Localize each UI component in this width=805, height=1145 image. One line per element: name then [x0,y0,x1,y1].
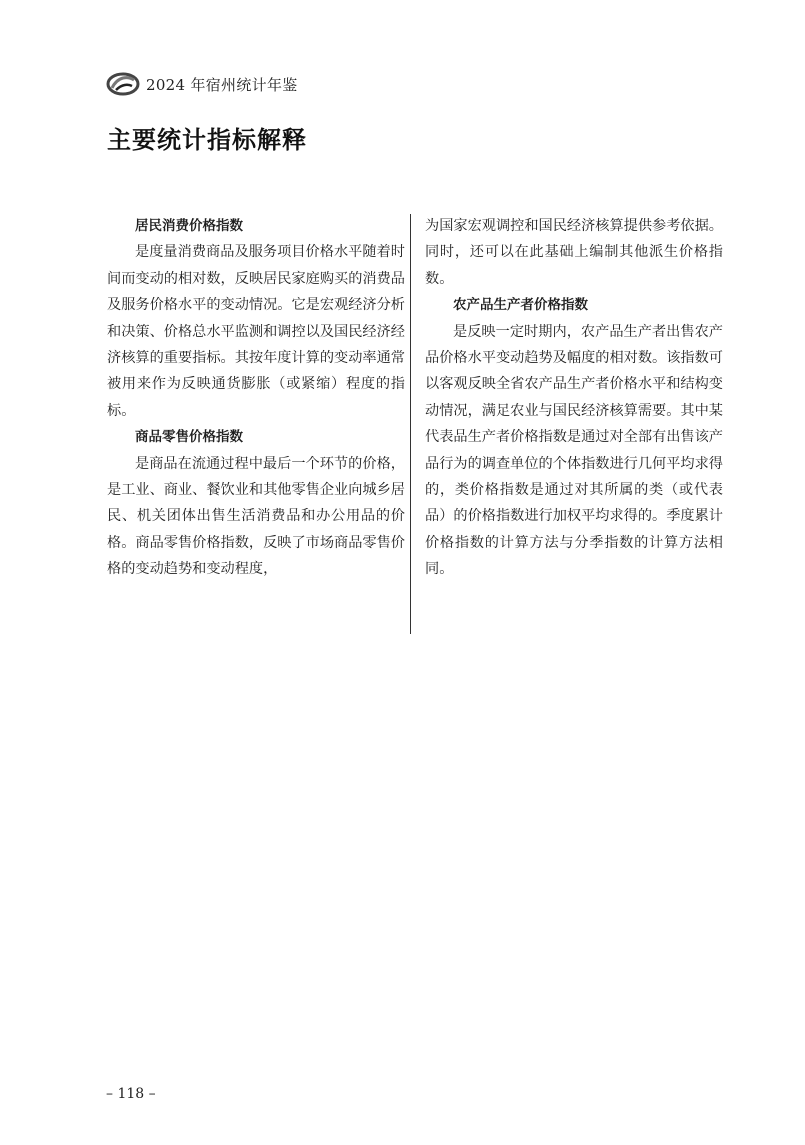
section-body-agricultural-producer-price-index: 是反映一定时期内，农产品生产者出售农产品价格水平变动趋势及幅度的相对数。该指数可以客观反映全省农产品生产者价格水平和结构变动情况，满足农业与国民经济核算需要。其中某代表品生产者价格指数是通过对全部有出售该产品行为的调查单位的个体指数进行几何平均求得的，类价格指数是通过对其所属的类（或代表品）的价格指数进行加权平均求得的。季度累计价格指数的计算方法与分季指数的计算方法相同。 [425,323,723,578]
retail-price-index-continuation: 为国家宏观调控和国民经济核算提供参考依据。同时，还可以在此基础上编制其他派生价格指数。 [425,218,723,287]
page-number: – 118 – [106,1086,156,1102]
yearbook-logo-icon [106,72,140,96]
header-title: 2024 年宿州统计年鉴 [146,75,298,94]
section-heading-retail-price-index: 商品零售价格指数 [135,429,243,446]
section-body-retail-price-index: 是商品在流通过程中最后一个环节的价格，是工业、商业、餐饮业和其他零售企业向城乡居民、机关团体出售生活消费品和办公用品的价格。商品零售价格指数，反映了市场商品零售价格的变动趋势和变动程度， [107,455,405,578]
left-column [107,213,405,583]
right-column [425,213,723,583]
section-body-cpi: 是度量消费商品及服务项目价格水平随着时间而变动的相对数，反映居民家庭购买的消费品及服务价格水平的变动情况。它是宏观经济分析和决策、价格总水平监测和调控以及国民经济经济核算的重要指标。其按年度计算的变动率通常被用来作为反映通货膨胀（或紧缩）程度的指标。 [107,244,405,419]
section-heading-cpi: 居民消费价格指数 [135,218,243,234]
page-title: 主要统计指标解释 [107,126,307,154]
section-heading-agricultural-producer-price-index: 农产品生产者价格指数 [453,297,588,314]
running-header [106,70,298,98]
column-divider [410,214,411,634]
